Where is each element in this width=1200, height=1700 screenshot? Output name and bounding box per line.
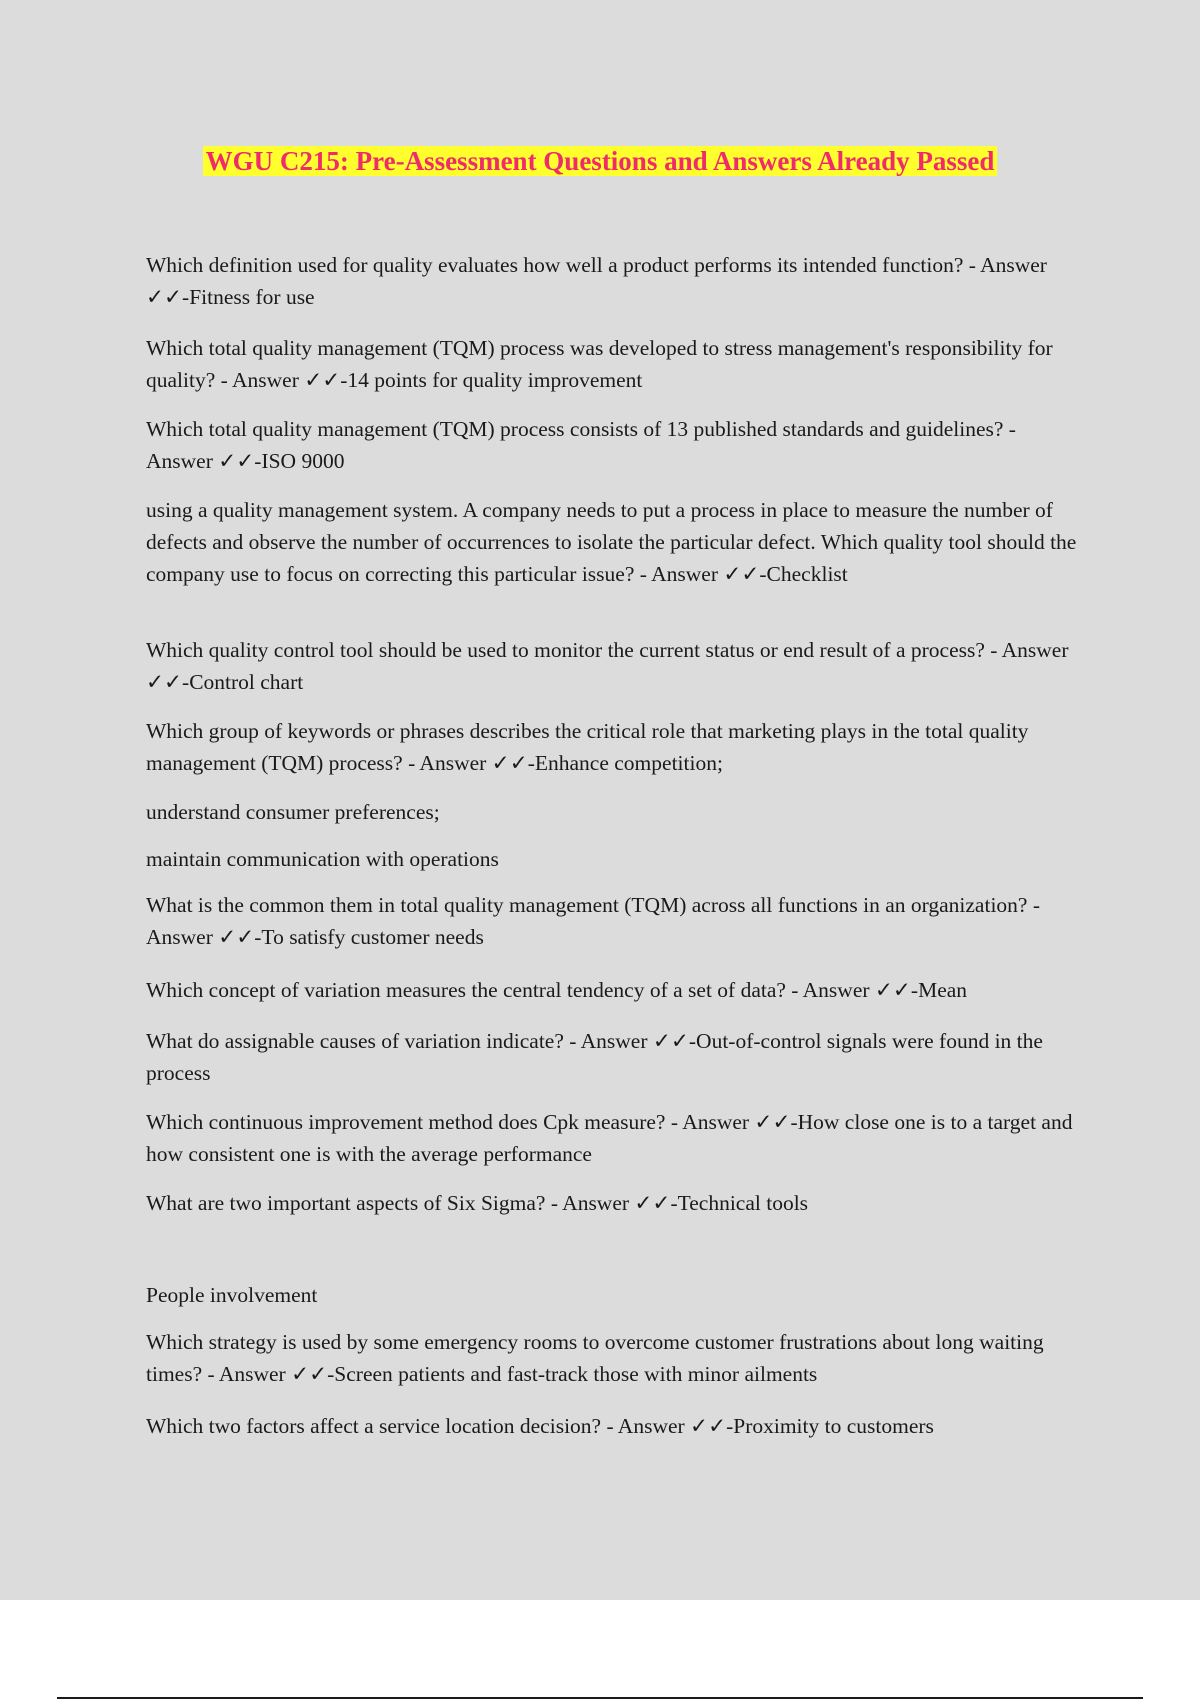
paragraph-q9: What do assignable causes of variation indicate? - Answer ✓✓-Out-of-control signals were found in the process <box>146 1029 1043 1085</box>
paragraph-q7: What is the common them in total quality management (TQM) across all functions in an organization? - Answer ✓✓-To satisfy customer needs <box>146 893 1041 949</box>
paragraph-q2: Which total quality management (TQM) process was developed to stress management's responsibility for quality? - Answer ✓✓-14 points for quality improvement <box>146 336 1053 392</box>
paragraph-q1: Which definition used for quality evaluates how well a product performs its intended function? - Answer ✓✓-Fitness for use <box>146 253 1047 309</box>
paragraph-q11-cont: People involvement <box>146 1283 318 1307</box>
paragraph-q5: Which quality control tool should be used to monitor the current status or end result of a process? - Answer ✓✓-Control chart <box>146 638 1069 694</box>
paragraph-q12: Which strategy is used by some emergency rooms to overcome customer frustrations about long waiting times? - Answer ✓✓-Screen patients and fast-track those with minor ailments <box>146 1330 1044 1386</box>
paragraph-q6-cont1: understand consumer preferences; <box>146 800 440 824</box>
paragraph-q8: Which concept of variation measures the central tendency of a set of data? - Answer ✓✓-Mean <box>146 978 968 1002</box>
paragraph-q6: Which group of keywords or phrases describes the critical role that marketing plays in the total quality management (TQM) process? - Answer ✓✓-Enhance competition; <box>146 719 1029 775</box>
paragraph-q3: Which total quality management (TQM) process consists of 13 published standards and guidelines? - Answer ✓✓-ISO 9000 <box>146 417 1016 473</box>
paragraph-q13: Which two factors affect a service location decision? - Answer ✓✓-Proximity to customers <box>146 1414 934 1438</box>
paragraph-q10: Which continuous improvement method does Cpk measure? - Answer ✓✓-How close one is to a target and how consistent one is with the average performance <box>146 1110 1073 1166</box>
paragraph-q4: using a quality management system. A company needs to put a process in place to measure the number of defects and observe the number of occurrences to isolate the particular defect. Which quality tool should the company use to focus on correcting this particular issue? - Answer ✓✓-Checklist <box>146 498 1077 586</box>
document-title: WGU C215: Pre-Assessment Questions and Answers Already Passed <box>203 146 998 176</box>
title-container <box>0 146 1200 176</box>
paragraph-q6-cont2: maintain communication with operations <box>146 847 499 871</box>
footer-divider <box>57 1697 1143 1699</box>
paragraph-q11: What are two important aspects of Six Sigma? - Answer ✓✓-Technical tools <box>146 1191 809 1215</box>
